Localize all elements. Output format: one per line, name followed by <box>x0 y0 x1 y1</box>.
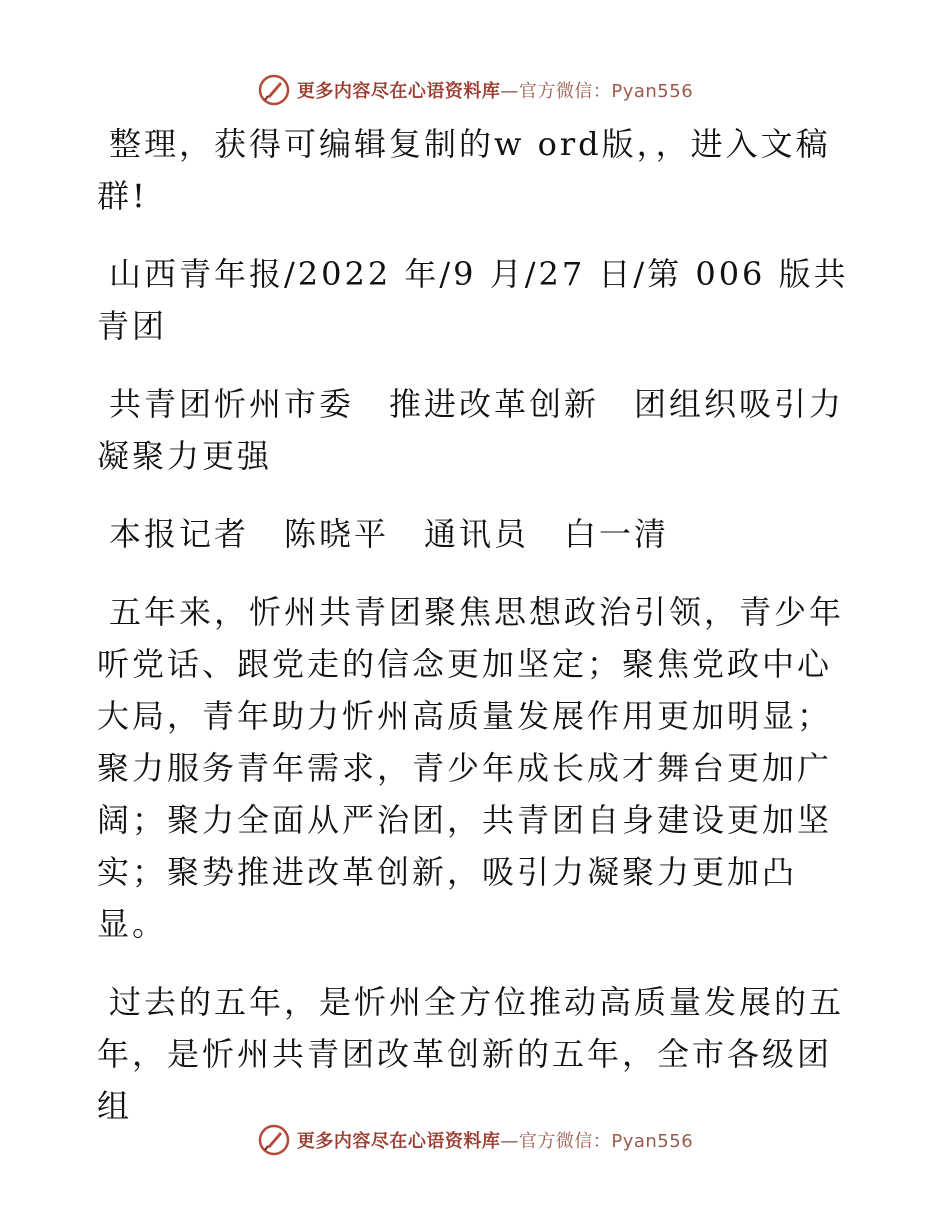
article-headline: 共青团忻州市委 推进改革创新 团组织吸引力凝聚力更强 <box>97 385 845 475</box>
footer-banner <box>0 1120 950 1160</box>
header-banner <box>0 70 950 110</box>
document-body <box>97 118 857 1158</box>
banner-text <box>297 1127 693 1153</box>
paragraph-intro: 整理，获得可编辑复制的w ord版，，进入文稿群! <box>97 125 831 215</box>
banner-wechat-id: Pyan556 <box>611 81 694 102</box>
banner-brand: 更多内容尽在心语资料库 <box>296 1131 501 1152</box>
banner-wechat-id: Pyan556 <box>611 1131 694 1152</box>
paragraph-body-1: 五年来，忻州共青团聚焦思想政治引领，青少年听党话、跟党走的信念更加坚定；聚焦党政中心大局，青年助力忻州高质量发展作用更加明显；聚力服务青年需求，青少年成长成才舞台更加广阔；聚力全面从严治团，共青团自身建设更加坚实；聚势推进改革创新，吸引力凝聚力更加凸显。 <box>97 593 845 943</box>
banner-text <box>297 77 693 103</box>
banner-wechat-label: 官方微信： <box>518 81 612 102</box>
banner-brand: 更多内容尽在心语资料库 <box>296 81 501 102</box>
quill-pen-icon <box>257 73 291 107</box>
article-byline: 本报记者 陈晓平 通讯员 白一清 <box>109 515 670 553</box>
banner-dash: — <box>500 81 519 102</box>
paragraph-source: 山西青年报/2022 年/9 月/27 日/第 006 版共青团 <box>97 255 849 345</box>
banner-dash: — <box>500 1131 519 1152</box>
quill-pen-icon <box>257 1123 291 1157</box>
paragraph-body-2: 过去的五年，是忻州全方位推动高质量发展的五年，是忻州共青团改革创新的五年，全市各级团组 <box>97 983 845 1125</box>
banner-wechat-label: 官方微信： <box>518 1131 612 1152</box>
